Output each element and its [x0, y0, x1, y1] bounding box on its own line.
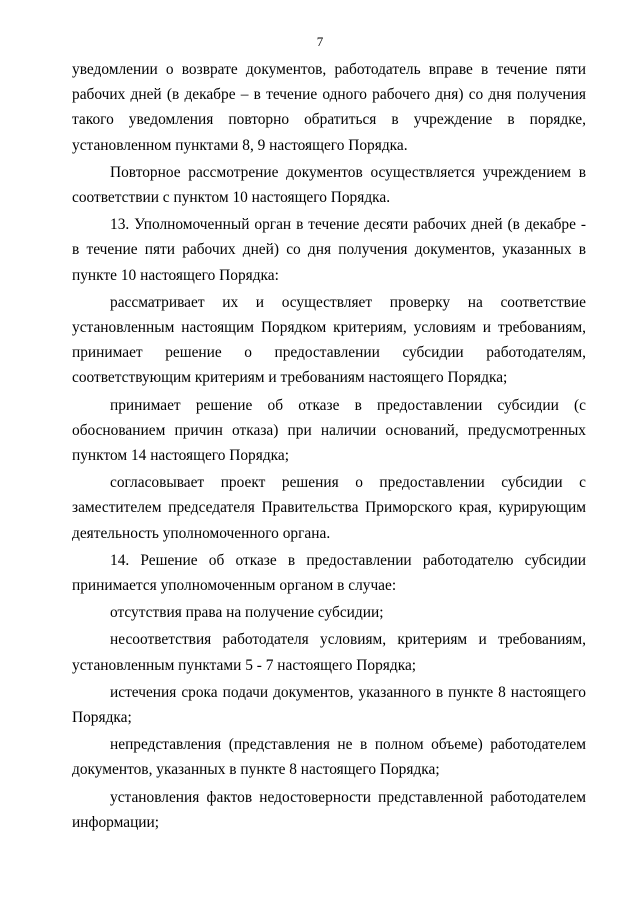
page-number: 7: [316, 34, 324, 49]
paragraph-no-right: отсутствия права на получение субсидии;: [110, 604, 384, 622]
paragraph-item-13: 13. Уполномоченный орган в течение десяти рабочих дней (в декабре - в течение пяти рабочих дней) со дня получения документов, указанных в пункте 10 настоящего Порядка:: [72, 216, 586, 284]
paragraph-repeat-review: Повторное рассмотрение документов осуществляется учреждением в соответствии с пунктом 10 настоящего Порядка.: [72, 163, 586, 207]
paragraph-approval: согласовывает проект решения о предоставлении субсидии с заместителем председателя Правительства Приморского края, курирующим деятельность уполномоченного органа.: [72, 474, 586, 542]
paragraph-false-information: установления фактов недостоверности представленной работодателем информации;: [72, 788, 586, 831]
document-body: [72, 57, 586, 835]
paragraph-reviews-and-decides: рассматривает их и осуществляет проверку на соответствие установленным настоящим Порядком критериям, условиям и требованиям, принимает решение о предоставлении субсидии работодателям, соответствующим критериям и требованиям настоящего Порядка;: [72, 293, 586, 387]
paragraph-item-14: 14. Решение об отказе в предоставлении работодателю субсидии принимается уполномоченным органом в случае:: [72, 551, 586, 595]
paragraph-nonconformity: несоответствия работодателя условиям, критериям и требованиям, установленным пунктами 5 - 7 настоящего Порядка;: [72, 631, 586, 674]
paragraph-documents-missing: непредставления (представления не в полном объеме) работодателем документов, указанных в пункте 8 настоящего Порядка;: [72, 736, 586, 779]
paragraph-refusal-decision: принимает решение об отказе в предоставлении субсидии (с обоснованием причин отказа) при наличии оснований, предусмотренных пунктом 14 настоящего Порядка;: [72, 396, 586, 465]
paragraph-deadline-expired: истечения срока подачи документов, указанного в пункте 8 настоящего Порядка;: [72, 683, 586, 727]
paragraph-notification-continuation: уведомлении о возврате документов, работодатель вправе в течение пяти рабочих дней (в декабре – в течение одного рабочего дня) со дня получения такого уведомления повторно обратиться в учреждение в порядке, установленном пунктами 8, 9 настоящего Порядка.: [72, 61, 586, 154]
